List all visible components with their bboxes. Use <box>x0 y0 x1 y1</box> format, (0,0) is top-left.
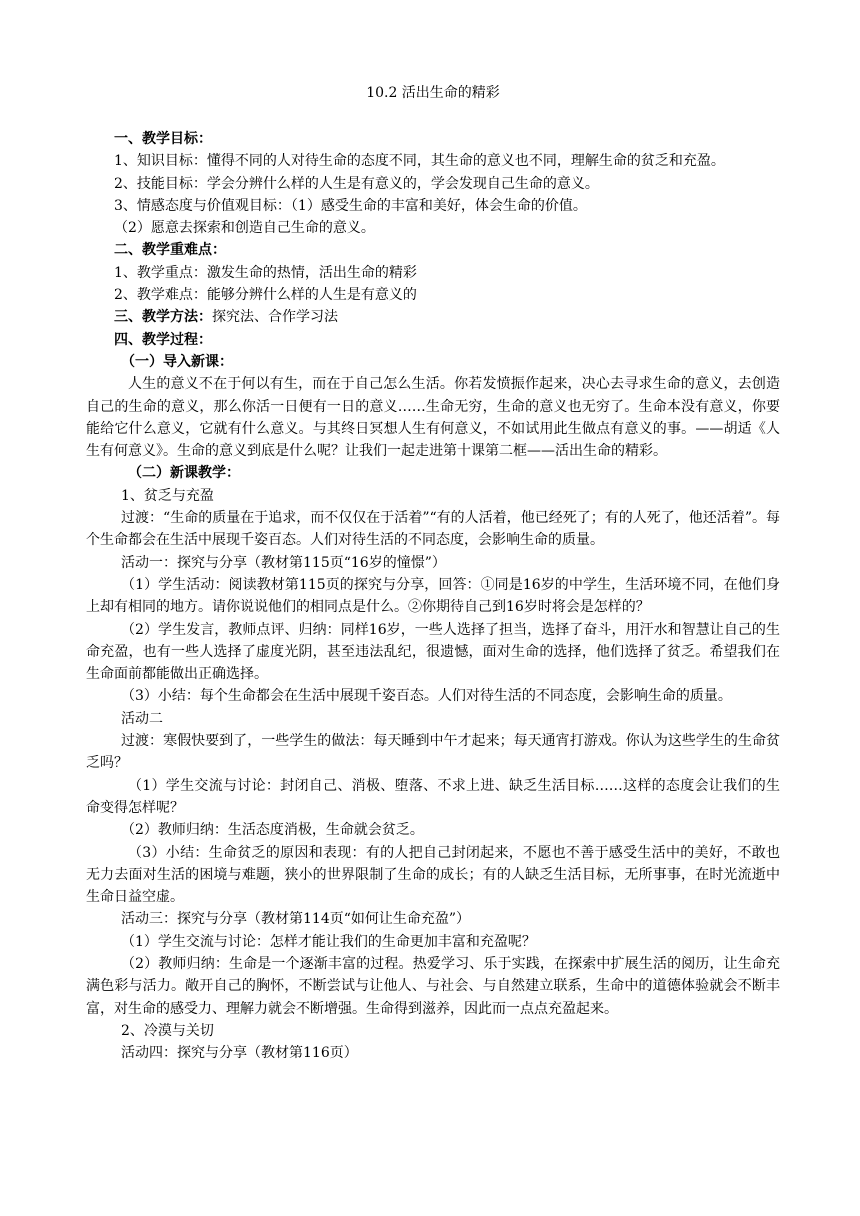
intro-paragraph: 人生的意义不在于何以有生，而在于自己怎么生活。你若发愤振作起来，决心去寻求生命的意义，去创造自己的生命的意义，那么你活一日便有一日的意义……生命无穷，生命的意义也无穷了。生命本没有意义，你要能给它什么意义，它就有什么意义。与其终日冥想人生有何意义，不如试用此生做点有意义的事。——胡适《人生有何意义》。生命的意义到底是什么呢？让我们一起走进第十课第二框——活出生命的精彩。 <box>86 376 780 460</box>
document-title: 10.2 活出生命的精彩 <box>366 85 500 101</box>
activity-1-title: 活动一：探究与分享（教材第115页“16岁的憧憬”） <box>121 554 446 571</box>
activity-2-step-2: （2）教师归纳：生活态度消极，生命就会贫乏。 <box>121 822 424 839</box>
activity-4-title: 活动四：探究与分享（教材第116页） <box>121 1045 358 1062</box>
goal-emotion-2: （2）愿意去探索和创造自己生命的意义。 <box>114 220 375 237</box>
activity-1-step-2: （2）学生发言，教师点评、归纳：同样16岁，一些人选择了担当，选择了奋斗，用汗水和智慧让自己的生命充盈，也有一些人选择了虚度光阴，甚至违法乱纪，很遗憾，面对生命的选择，他们选择了贫乏。希望我们在生命面前都能做出正确选择。 <box>86 621 780 683</box>
goal-knowledge: 1、知识目标：懂得不同的人对待生命的态度不同，其生命的意义也不同，理解生命的贫乏和充盈。 <box>114 153 725 170</box>
heading-methods-label: 三、教学方法： <box>114 309 212 326</box>
part-indifference-care: 2、冷漠与关切 <box>121 1022 214 1039</box>
transition-1: 过渡：“生命的质量在于追求，而不仅仅在于活着”“有的人活着，他已经死了；有的人死了，他还活着”。每个生命都会在生活中展现千姿百态。人们对待生活的不同态度，会影响生命的质量。 <box>86 510 780 549</box>
part-poverty-fullness: 1、贫乏与充盈 <box>121 487 214 504</box>
section-intro-heading: （一）导入新课： <box>121 353 233 370</box>
goal-emotion: 3、情感态度与价值观目标：（1）感受生命的丰富和美好，体会生命的价值。 <box>114 197 587 214</box>
activity-2-summary: （3）小结：生命贫乏的原因和表现：有的人把自己封闭起来，不愿也不善于感受生活中的美好，不敢也无力去面对生活的困境与难题，狭小的世界限制了生命的成长；有的人缺乏生活目标，无所事事，在时光流逝中生命日益空虚。 <box>86 844 780 906</box>
methods-text: 探究法、合作学习法 <box>212 309 338 326</box>
activity-1-summary: （3）小结：每个生命都会在生活中展现千姿百态。人们对待生活的不同态度，会影响生命的质量。 <box>121 688 732 705</box>
activity-2-step-1: （1）学生交流与讨论：封闭自己、消极、堕落、不求上进、缺乏生活目标……这样的态度会让我们的生命变得怎样呢？ <box>86 777 780 816</box>
key-point: 1、教学重点：激发生命的热情，活出生命的精彩 <box>114 264 417 281</box>
document-page <box>86 82 780 1064</box>
activity-2-title: 活动二 <box>121 710 163 727</box>
activity-3-step-1: （1）学生交流与讨论：怎样才能让我们的生命更加丰富和充盈呢？ <box>121 933 536 950</box>
section-new-lesson-heading: （二）新课教学： <box>128 465 240 482</box>
activity-3-step-2: （2）教师归纳：生命是一个逐渐丰富的过程。热爱学习、乐于实践，在探索中扩展生活的阅历，让生命充满色彩与活力。敞开自己的胸怀，不断尝试与让他人、与社会、与自然建立联系，生命中的道德体验就会不断丰富，对生命的感受力、理解力就会不断增强。生命得到滋养，因此而一点点充盈起来。 <box>86 955 780 1017</box>
heading-teaching-goals: 一、教学目标： <box>114 131 212 147</box>
heading-process: 四、教学过程： <box>114 331 212 348</box>
goal-skill: 2、技能目标：学会分辨什么样的人生是有意义的，学会发现自己生命的意义。 <box>114 175 599 192</box>
difficult-point: 2、教学难点：能够分辨什么样的人生是有意义的 <box>114 287 417 304</box>
transition-2: 过渡：寒假快要到了，一些学生的做法：每天睡到中午才起来；每天通宵打游戏。你认为这些学生的生命贫乏吗？ <box>86 733 780 772</box>
heading-key-points: 二、教学重难点： <box>114 242 226 259</box>
activity-3-title: 活动三：探究与分享（教材第114页“如何让生命充盈”） <box>121 911 471 928</box>
activity-1-step-1: （1）学生活动：阅读教材第115页的探究与分享，回答：①同是16岁的中学生，生活环境不同，在他们身上却有相同的地方。请你说说他们的相同点是什么。②你期待自己到16岁时将会是怎样的？ <box>86 576 780 616</box>
heading-methods <box>86 306 780 328</box>
